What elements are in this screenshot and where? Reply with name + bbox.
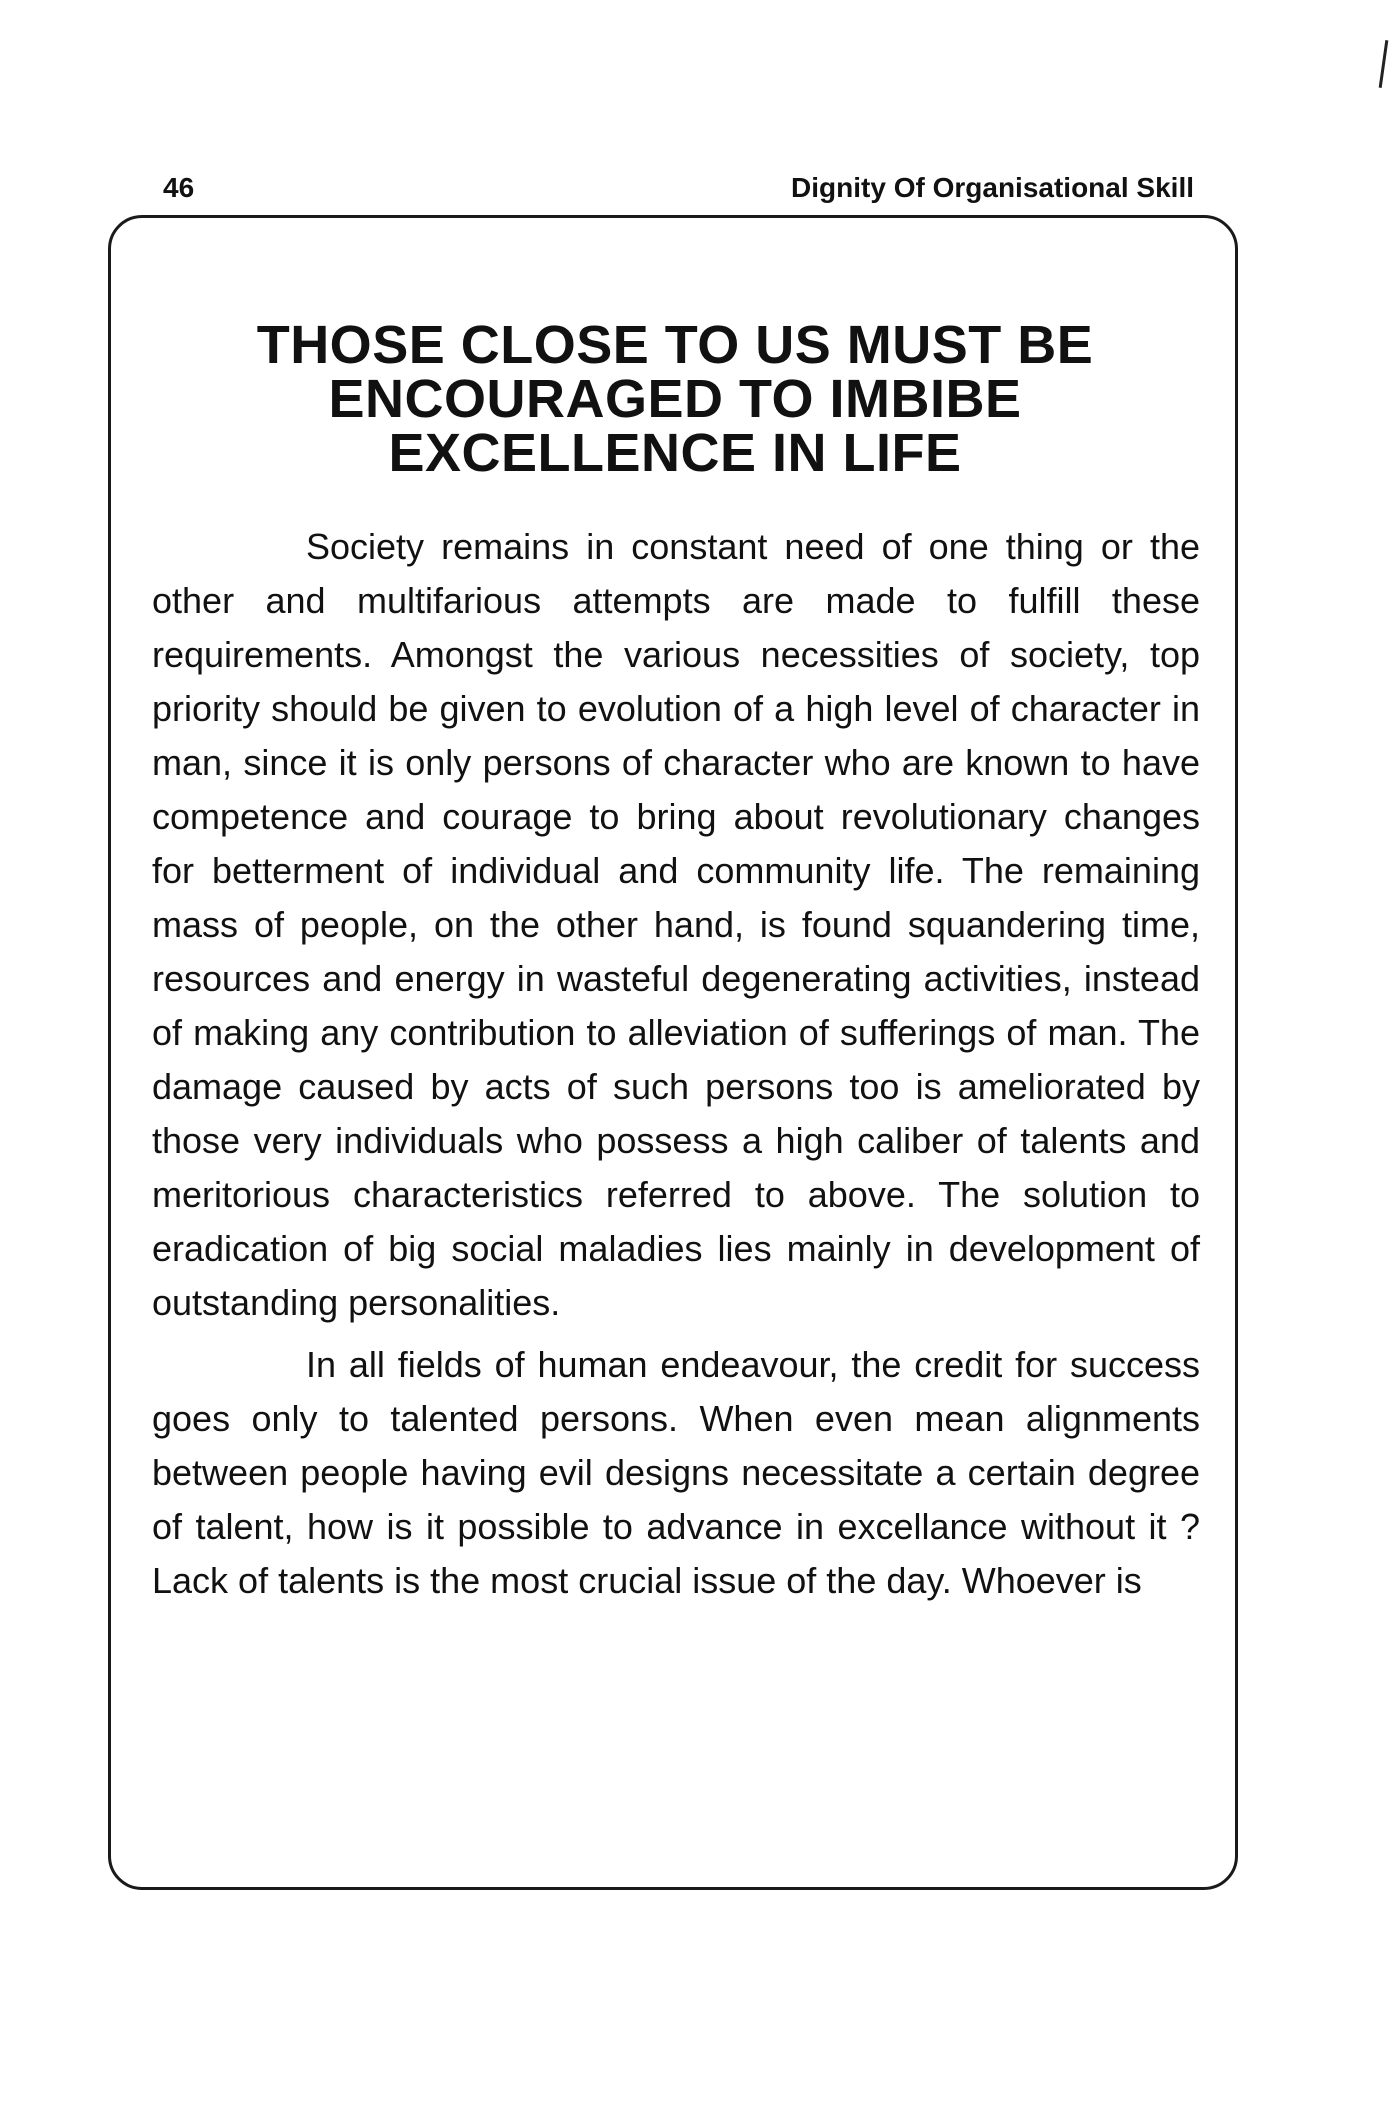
- paragraph-1: Society remains in constant need of one thing or the other and multifarious attempts are made to fulfill these requirements. Amongst the various necessities of society, top priority should be given to evolution of a high level of character in man, since it is only persons of character who are known to have competence and courage to bring about revolutionary changes for betterment of individual and community life. The remaining mass of people, on the other hand, is found squandering time, resources and energy in wasteful degenerating activities, instead of making any contribution to alleviation of sufferings of man. The damage caused by acts of such persons too is ameliorated by those very individuals who possess a high caliber of talents and meritorious characteristics referred to above. The solution to eradication of big social maladies lies mainly in development of outstanding personalities.: [152, 526, 1200, 1323]
- article-body: [152, 520, 1200, 1608]
- title-line-1: THOSE CLOSE TO US MUST BE: [256, 315, 1094, 375]
- running-head: Dignity Of Organisational Skill: [791, 172, 1194, 203]
- title-line-3: EXCELLENCE IN LIFE: [388, 423, 962, 483]
- title-line-2: ENCOURAGED TO IMBIBE: [328, 369, 1022, 429]
- article-title: [150, 315, 1200, 483]
- stray-pen-mark: [1379, 40, 1389, 88]
- paragraph-2: In all fields of human endeavour, the credit for success goes only to talented persons. When even mean alignments between people having evil designs necessitate a certain degree of talent, how is it possible to advance in excellance without it ? Lack of talents is the most crucial issue of the day. Whoever is: [152, 1344, 1200, 1601]
- page-number: 46: [163, 172, 195, 203]
